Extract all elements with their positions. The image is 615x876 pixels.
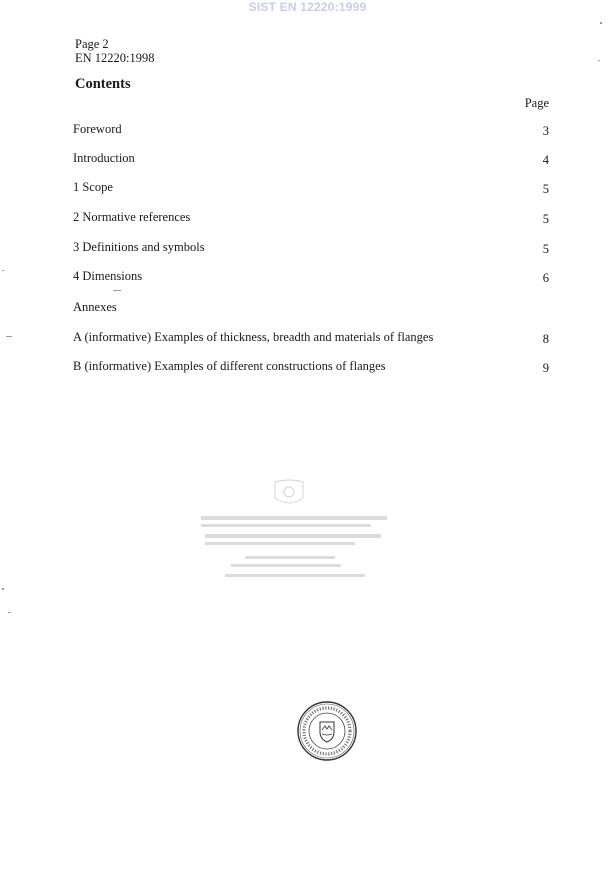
toc-entry-label: Foreword xyxy=(73,122,122,136)
toc-entry-label: Introduction xyxy=(73,151,135,165)
toc-entry-scope xyxy=(73,180,549,196)
toc-entry-annex-a xyxy=(73,330,549,346)
contents-title: Contents xyxy=(75,76,131,92)
toc-entry-annex-b xyxy=(73,359,549,375)
document-id: EN 12220:1998 xyxy=(75,51,155,65)
page-column-label: Page xyxy=(524,96,549,110)
scan-speck xyxy=(2,270,4,271)
toc-entry-page: 3 xyxy=(542,124,549,138)
toc-entry-label: A (informative) Examples of thickness, breadth and materials of flanges xyxy=(73,330,434,344)
toc-entry-label: 4 Dimensions xyxy=(73,269,143,283)
page-number: Page 2 xyxy=(75,37,109,51)
official-seal-icon xyxy=(296,700,358,762)
faint-stamp-image xyxy=(195,478,395,588)
scan-speck xyxy=(2,588,4,590)
annexes-heading: Annexes xyxy=(73,300,117,314)
scan-speck xyxy=(600,22,602,24)
toc-entry-page: 9 xyxy=(542,361,549,375)
toc-entry-page: 5 xyxy=(542,242,549,256)
watermark: SIST EN 12220:1999 xyxy=(248,0,367,14)
toc-entry-foreword xyxy=(73,122,549,138)
toc-entry-introduction xyxy=(73,151,549,167)
scan-speck xyxy=(113,290,121,291)
scan-speck xyxy=(8,612,11,613)
toc-entry-label: 1 Scope xyxy=(73,180,113,194)
toc-entry-page: 6 xyxy=(542,271,549,285)
toc-entry-label: 2 Normative references xyxy=(73,210,191,224)
toc-entry-dimensions xyxy=(73,269,549,285)
toc-entry-normative-references xyxy=(73,210,549,226)
scan-speck xyxy=(6,336,12,337)
toc-entry-page: 5 xyxy=(542,182,549,196)
toc-entry-page: 4 xyxy=(542,153,549,167)
toc-entry-label: B (informative) Examples of different constructions of flanges xyxy=(73,359,386,373)
toc-entry-definitions xyxy=(73,240,549,256)
toc-entry-page: 5 xyxy=(542,212,549,226)
scan-speck xyxy=(598,60,600,61)
toc-entry-label: 3 Definitions and symbols xyxy=(73,240,205,254)
toc-entry-page: 8 xyxy=(542,332,549,346)
